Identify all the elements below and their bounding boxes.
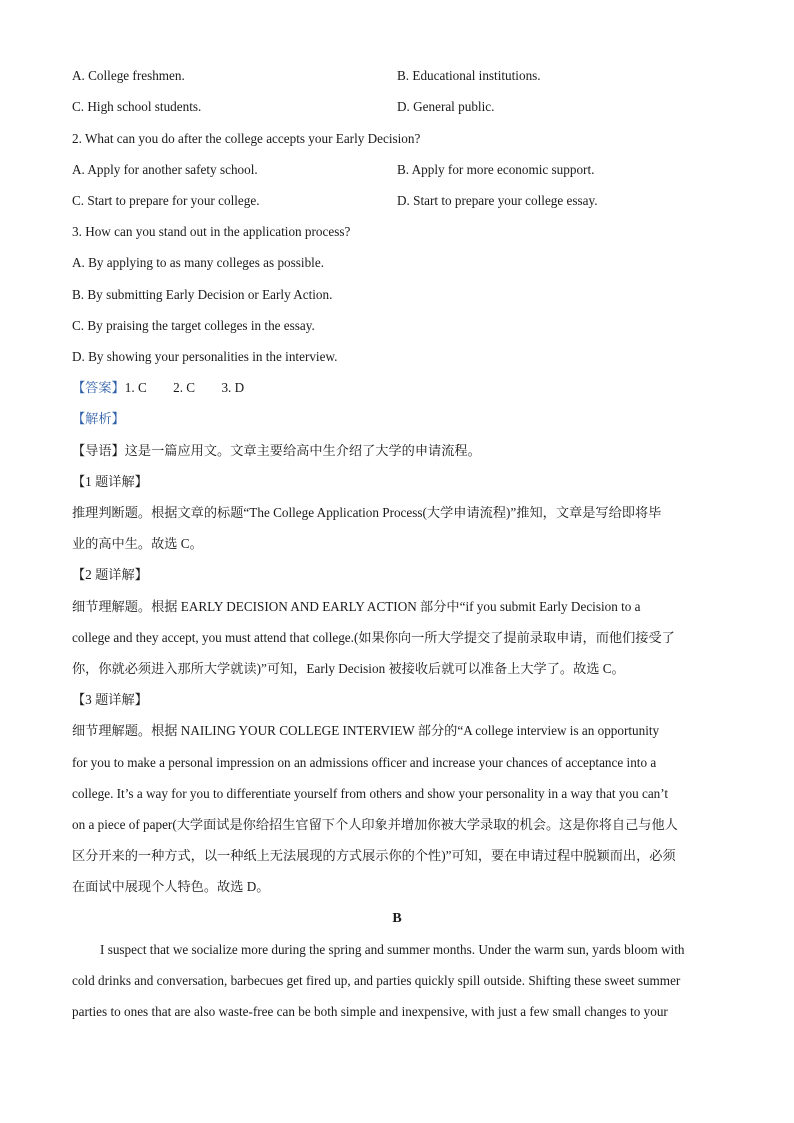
detail3-line: 区分开来的一种方式，以一种纸上无法展现的方式展示你的个性)”可知，要在申请过程中脱颖而出，必须	[72, 848, 676, 863]
guide-label: 【导语】	[72, 443, 125, 458]
q1-option-c: C. High school students.	[72, 99, 202, 114]
answer-line	[72, 379, 244, 397]
q3-option-a: A. By applying to as many colleges as possible.	[72, 255, 324, 270]
passage-line: I suspect that we socialize more during the spring and summer months. Under the warm sun, yards bloom with	[100, 942, 685, 957]
detail2-line: 细节理解题。根据 EARLY DECISION AND EARLY ACTION 部分中“if you submit Early Decision to a	[72, 599, 641, 614]
guide-text: 这是一篇应用文。文章主要给高中生介绍了大学的申请流程。	[124, 443, 481, 458]
q3-option-c: C. By praising the target colleges in the essay.	[72, 318, 315, 333]
q2-option-c: C. Start to prepare for your college.	[72, 193, 260, 208]
guide-line	[72, 442, 481, 460]
detail3-line: 在面试中展现个人特色。故选 D。	[72, 879, 270, 894]
detail1-line: 业的高中生。故选 C。	[72, 536, 203, 551]
q1-option-d: D. General public.	[397, 99, 495, 114]
detail1-label: 【1 题详解】	[72, 474, 148, 489]
q3-stem: 3. How can you stand out in the application process?	[72, 224, 351, 239]
q2-stem: 2. What can you do after the college accepts your Early Decision?	[72, 131, 421, 146]
q2-option-d: D. Start to prepare your college essay.	[397, 193, 598, 208]
detail2-line: 你，你就必须进入那所大学就读)”可知，Early Decision 被接收后就可以准备上大学了。故选 C。	[72, 661, 625, 676]
detail2-label: 【2 题详解】	[72, 567, 148, 582]
detail3-line: on a piece of paper(大学面试是你给招生官留下个人印象并增加你被大学录取的机会。这是你将自己与他人	[72, 817, 678, 832]
detail3-line: college. It’s a way for you to differentiate yourself from others and show your personality in a way that you can’t	[72, 786, 669, 801]
analysis-label: 【解析】	[72, 411, 125, 426]
detail3-line: for you to make a personal impression on an admissions officer and increase your chances of acceptance into a	[72, 755, 657, 770]
detail3-label: 【3 题详解】	[72, 692, 148, 707]
q1-option-a: A. College freshmen.	[72, 68, 185, 83]
detail2-line: college and they accept, you must attend that college.(如果你向一所大学提交了提前录取申请，而他们接受了	[72, 630, 675, 645]
answer-values: 1. C 2. C 3. D	[124, 380, 245, 395]
q3-option-d: D. By showing your personalities in the interview.	[72, 349, 338, 364]
detail3-line: 细节理解题。根据 NAILING YOUR COLLEGE INTERVIEW 部分的“A college interview is an opportunity	[72, 723, 660, 738]
passage-line: cold drinks and conversation, barbecues get fired up, and parties quickly spill outside. Shifting these sweet summer	[72, 973, 681, 988]
passage-line: parties to ones that are also waste-free can be both simple and inexpensive, with just a few small changes to your	[72, 1004, 668, 1019]
detail1-line: 推理判断题。根据文章的标题“The College Application Process(大学申请流程)”推知，文章是写给即将毕	[72, 505, 662, 520]
q2-option-b: B. Apply for more economic support.	[397, 162, 595, 177]
answer-label: 【答案】	[72, 380, 125, 395]
section-b-heading: B	[392, 911, 402, 926]
q2-option-a: A. Apply for another safety school.	[72, 162, 258, 177]
q3-option-b: B. By submitting Early Decision or Early Action.	[72, 287, 333, 302]
q1-option-b: B. Educational institutions.	[397, 68, 541, 83]
